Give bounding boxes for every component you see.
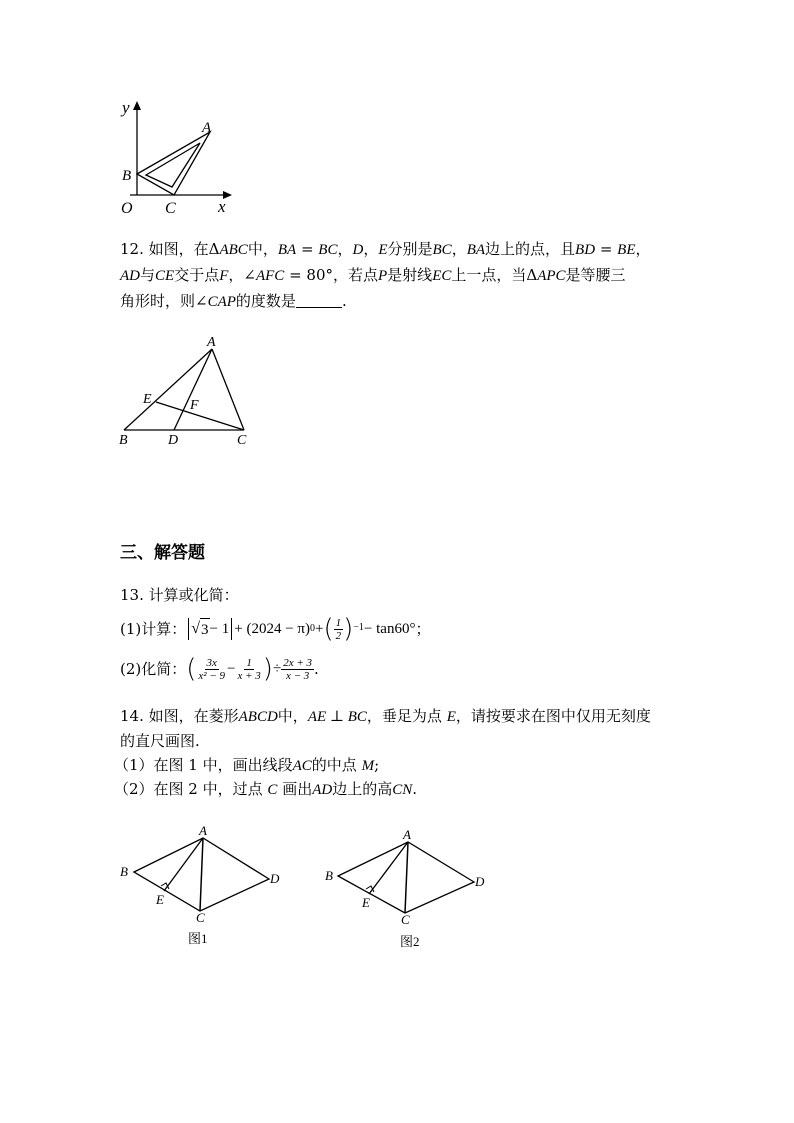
fraction-half: $\frac{1}{2}$ xyxy=(335,616,342,642)
altitude-ae xyxy=(369,842,408,894)
rhombus-figure-1 xyxy=(112,822,292,952)
segment-ac xyxy=(212,349,244,430)
label-b: B xyxy=(119,433,128,448)
q12-line1: 12. 如图，在ΔABC中，BA = BC，D，E分别是BC，BA边上的点，且BD = BE， xyxy=(120,240,651,258)
label-b: B xyxy=(120,864,128,879)
altitude-ae xyxy=(164,838,203,891)
label-c: C xyxy=(196,910,205,925)
q14-sub2: （2）在图 2 中，过点 C 画出AD边上的高CN. xyxy=(114,780,418,798)
coordinate-figure xyxy=(110,95,250,220)
diagonal-ac xyxy=(405,842,408,913)
triangle-figure-q12 xyxy=(112,332,262,450)
right-angle-mark xyxy=(366,886,374,892)
segment-ab xyxy=(124,349,212,430)
label-a: A xyxy=(403,827,411,842)
section-title: 三、解答题 xyxy=(120,543,205,563)
segment-ec xyxy=(156,402,244,430)
label-a: A xyxy=(199,823,207,838)
label-c: C xyxy=(401,912,410,927)
q14-line1: 14. 如图，在菱形ABCD中，AE ⊥ BC，垂足为点 E，请按要求在图中仅用无刻度 xyxy=(120,707,651,725)
q13-part2: (2)化简： ( $\frac{3x}{\text{x² − 9}}$ − $\frac{1}{x + 3}$ ) ÷ $\frac{2x + 3}{x - 3}$ . xyxy=(120,654,319,684)
label-y: y xyxy=(122,98,130,117)
label-b: B xyxy=(325,868,333,883)
label-b: B xyxy=(122,168,132,184)
label-e: E xyxy=(156,892,164,907)
answer-blank[interactable] xyxy=(296,293,342,308)
q12-line3: 角形时，则∠CAP的度数是 . xyxy=(120,292,347,310)
caption: 图2 xyxy=(400,934,420,949)
y-axis-arrow xyxy=(133,101,141,110)
label-x: x xyxy=(218,197,226,216)
label-c: C xyxy=(237,433,247,448)
label-o: O xyxy=(121,200,133,217)
label-a: A xyxy=(202,120,212,136)
rhombus-figure-2 xyxy=(320,826,500,956)
label-e: E xyxy=(362,895,370,910)
q14-sub1: （1）在图 1 中，画出线段AC的中点 M; xyxy=(114,756,380,774)
label-d: D xyxy=(475,874,485,889)
q14-line2: 的直尺画图. xyxy=(120,732,200,750)
label-d: D xyxy=(168,433,179,448)
label-a: A xyxy=(207,335,216,350)
label-d: D xyxy=(270,871,280,886)
q13-title: 13. 计算或化简： xyxy=(120,586,239,604)
fraction-3: $\frac{2x + 3}{x - 3}$ xyxy=(283,656,312,682)
caption: 图1 xyxy=(188,931,208,946)
q13-part1: (1)计算： √ 3 − 1 + (2024 − π) 0 + ( $\frac{1}{2}$ ) −1 − tan60° ； xyxy=(120,614,431,644)
diagonal-ac xyxy=(200,838,203,911)
label-f: F xyxy=(190,398,199,413)
label-c: C xyxy=(165,200,176,217)
fraction-2: $\frac{1}{x + 3}$ xyxy=(237,656,261,682)
label-e: E xyxy=(143,392,152,407)
fraction-1: $\frac{3x}{\text{x² − 9}}$ xyxy=(198,656,226,682)
q12-line2: AD与CE交于点F，∠AFC = 80°，若点P是射线EC上一点，当ΔAPC是等腰三 xyxy=(120,266,626,284)
triangle-inner xyxy=(146,143,200,187)
